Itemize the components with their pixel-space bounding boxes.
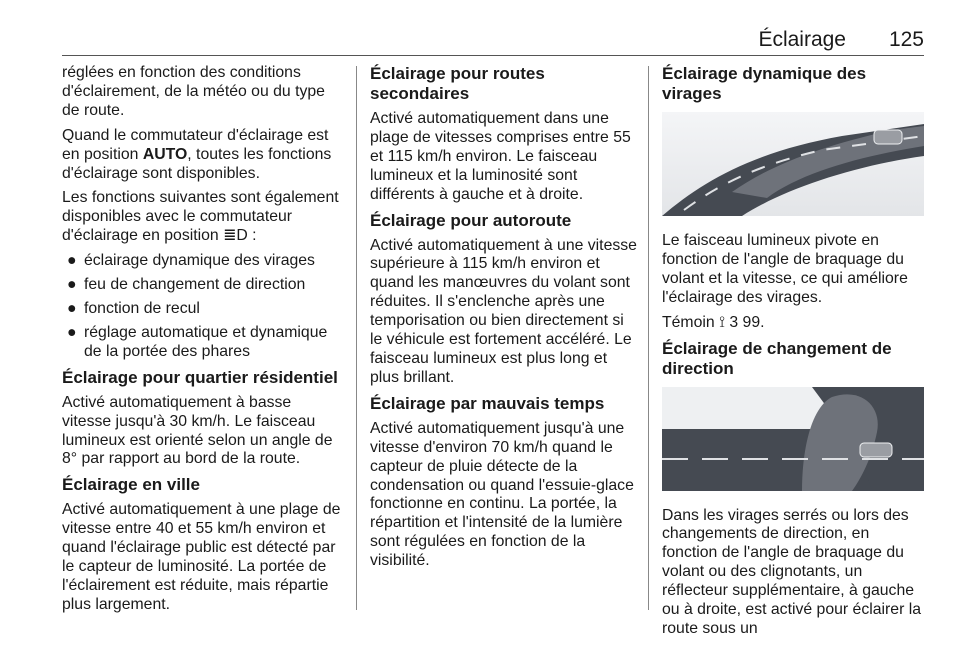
list-item-text: fonction de recul bbox=[84, 299, 200, 317]
page-title: Éclairage bbox=[758, 28, 846, 51]
heading-bad-weather: Éclairage par mauvais temps bbox=[370, 393, 605, 413]
heading-residential: Éclairage pour quartier résidentiel bbox=[62, 367, 338, 387]
heading-turn-lighting: Éclairage de changement de direction bbox=[662, 338, 892, 378]
column-3 bbox=[662, 64, 928, 645]
column-separator bbox=[356, 66, 357, 610]
paragraph-functions bbox=[62, 189, 344, 246]
text-span: : bbox=[247, 227, 257, 245]
paragraph-conditions: réglées en fonction des conditions d'éclairement, de la météo ou du type de route. bbox=[62, 64, 325, 119]
list-item-text: réglage automatique et dynamique de la portée des phares bbox=[84, 323, 328, 360]
indicator-lamp-icon: ⟟ bbox=[719, 313, 725, 331]
column-2 bbox=[370, 64, 640, 577]
headlight-symbol-icon: ≣D bbox=[223, 227, 248, 245]
heading-secondary-roads: Éclairage pour routes secondaires bbox=[370, 64, 545, 103]
text-span: 99. bbox=[738, 313, 765, 331]
bullet-icon: ● bbox=[67, 323, 77, 341]
page-header bbox=[62, 24, 924, 56]
text-span: , toutes les fonctions d'éclairage sont disponibles. bbox=[62, 145, 332, 182]
turn-lighting-illustration bbox=[662, 387, 924, 491]
list-item bbox=[62, 300, 344, 319]
list-item-text: feu de changement de direction bbox=[84, 276, 306, 294]
paragraph-secondary-roads: Activé automatiquement dans une plage de vitesses comprises entre 55 et 115 km/h environ. Le faisceau lumineux et la luminosité sont différents à gauche et à droite. bbox=[370, 110, 631, 203]
page-reference-icon: 3 bbox=[729, 313, 739, 331]
auto-label: AUTO bbox=[142, 145, 188, 163]
paragraph-bad-weather: Activé automatiquement jusqu'à une vitesse d'environ 70 km/h quand le capteur de pluie détecte de la condensation ou quand l'essuie-glace fonctionne en continu. La portée, la répartition et l'intensité de la lumière sont régulées en fonction de la visibilité. bbox=[370, 419, 634, 570]
heading-city: Éclairage en ville bbox=[62, 475, 200, 495]
list-item bbox=[62, 276, 344, 295]
paragraph-residential: Activé automatiquement à basse vitesse jusqu'à 30 km/h. Le faisceau lumineux est orienté selon un angle de 8° par rapport au bord de la route. bbox=[62, 393, 333, 468]
bullet-icon: ● bbox=[67, 299, 77, 317]
text-span: Témoin bbox=[662, 313, 720, 331]
paragraph-auto bbox=[62, 127, 344, 184]
page-number: 125 bbox=[888, 28, 924, 51]
heading-motorway: Éclairage pour autoroute bbox=[370, 210, 572, 230]
column-1 bbox=[62, 64, 344, 621]
paragraph-indicator bbox=[662, 314, 928, 333]
bullet-icon: ● bbox=[67, 252, 77, 270]
function-list bbox=[62, 252, 344, 362]
column-separator bbox=[648, 66, 649, 610]
paragraph-turn-lighting: Dans les virages serrés ou lors des changements de direction, en fonction de l'angle de braquage du volant ou des clignotants, un réflecteur supplémentaire, à gauche ou à droite, est activé pour éclairer la route sous un bbox=[662, 506, 922, 637]
header-rule bbox=[62, 55, 924, 56]
text-span: Les fonctions suivantes sont également disponibles avec le commutateur d'éclairage en position bbox=[62, 189, 339, 245]
text-span: Quand le commutateur d'éclairage est en position bbox=[62, 126, 329, 163]
list-item bbox=[62, 252, 344, 271]
bullet-icon: ● bbox=[67, 276, 77, 294]
paragraph-city: Activé automatiquement à une plage de vitesse entre 40 et 55 km/h environ et quand l'éclairage public est détecté par le capteur de luminosité. La portée de l'éclairement est réduite, mais répartie plus largement. bbox=[62, 501, 341, 613]
paragraph-motorway: Activé automatiquement à une vitesse supérieure à 115 km/h environ et quand les manœuvres du volant sont réduites. Il s'enclenche après une temporisation ou bien directement si le véhicule est fortement accéléré. Le faisceau lumineux est plus long et plus brillant. bbox=[370, 236, 637, 386]
curve-lighting-illustration bbox=[662, 112, 924, 216]
list-item bbox=[62, 324, 344, 362]
heading-dynamic-curve: Éclairage dynamique des virages bbox=[662, 64, 867, 103]
paragraph-dynamic-curve: Le faisceau lumineux pivote en fonction de l'angle de braquage du volant et la vitesse, ce qui améliore l'éclairage des virages. bbox=[662, 232, 908, 306]
list-item-text: éclairage dynamique des virages bbox=[84, 252, 315, 270]
